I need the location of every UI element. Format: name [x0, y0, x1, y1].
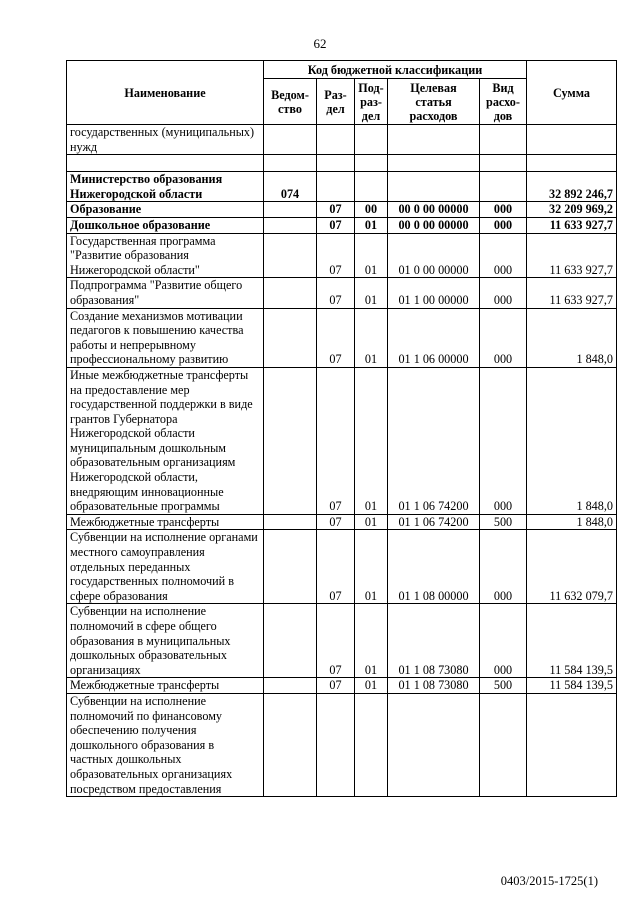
row-name: Создание механизмов мотивации педагогов к повышению качества работы и непрерывному профессиональному развитию	[67, 308, 264, 367]
row-expense-type: 500	[480, 678, 527, 694]
row-expense-type: 000	[480, 233, 527, 278]
row-name: Субвенции на исполнение полномочий в сфере общего образования в муниципальных дошкольных образовательных организациях	[67, 604, 264, 678]
row-target-article: 01 1 08 73080	[388, 604, 480, 678]
row-sum: 11 633 927,7	[527, 278, 617, 308]
row-vedomstvo	[264, 678, 317, 694]
row-vedomstvo	[264, 278, 317, 308]
row-vedomstvo	[264, 367, 317, 514]
row-expense-type: 000	[480, 604, 527, 678]
row-expense-type: 000	[480, 202, 527, 218]
row-vedomstvo	[264, 308, 317, 367]
row-podrazdel	[355, 172, 388, 202]
row-razdel: 07	[317, 217, 355, 233]
row-sum: 11 584 139,5	[527, 604, 617, 678]
row-vedomstvo: 074	[264, 172, 317, 202]
table-row	[67, 278, 617, 308]
row-podrazdel: 01	[355, 217, 388, 233]
row-name: Субвенции на исполнение органами местного самоуправления отдельных переданных государственных полномочий в сфере образования	[67, 530, 264, 604]
row-expense-type	[480, 693, 527, 796]
table-row	[67, 155, 617, 172]
row-sum: 11 633 927,7	[527, 233, 617, 278]
row-razdel: 07	[317, 514, 355, 530]
row-razdel	[317, 125, 355, 155]
row-razdel: 07	[317, 278, 355, 308]
table-row	[67, 125, 617, 155]
table-body	[67, 125, 617, 797]
row-sum: 11 633 927,7	[527, 217, 617, 233]
row-name: Межбюджетные трансферты	[67, 514, 264, 530]
row-podrazdel: 01	[355, 678, 388, 694]
row-name	[67, 155, 264, 172]
row-podrazdel	[355, 125, 388, 155]
row-expense-type	[480, 172, 527, 202]
row-expense-type: 000	[480, 217, 527, 233]
row-razdel	[317, 693, 355, 796]
row-vedomstvo	[264, 530, 317, 604]
row-target-article: 01 1 08 73080	[388, 678, 480, 694]
row-name: Государственная программа "Развитие образования Нижегородской области"	[67, 233, 264, 278]
header-name: Наименование	[67, 61, 264, 125]
row-vedomstvo	[264, 233, 317, 278]
table-row	[67, 530, 617, 604]
header-vedomstvo: Ведом-ство	[264, 79, 317, 125]
row-sum: 11 584 139,5	[527, 678, 617, 694]
header-podrazdel: Под-раз-дел	[355, 79, 388, 125]
row-podrazdel: 01	[355, 278, 388, 308]
row-sum: 1 848,0	[527, 367, 617, 514]
row-sum: 1 848,0	[527, 514, 617, 530]
row-name: Дошкольное образование	[67, 217, 264, 233]
row-razdel	[317, 172, 355, 202]
table-row	[67, 233, 617, 278]
row-vedomstvo	[264, 693, 317, 796]
row-razdel	[317, 155, 355, 172]
row-target-article	[388, 125, 480, 155]
row-razdel: 07	[317, 233, 355, 278]
row-sum	[527, 693, 617, 796]
header-target-article: Целевая статья расходов	[388, 79, 480, 125]
row-sum	[527, 125, 617, 155]
header-sum: Сумма	[527, 61, 617, 125]
row-podrazdel: 01	[355, 367, 388, 514]
row-target-article	[388, 155, 480, 172]
row-name: государственных (муниципальных) нужд	[67, 125, 264, 155]
header-classification-group: Код бюджетной классификации	[264, 61, 527, 79]
row-razdel: 07	[317, 367, 355, 514]
row-podrazdel: 01	[355, 514, 388, 530]
row-podrazdel: 01	[355, 308, 388, 367]
row-sum: 11 632 079,7	[527, 530, 617, 604]
row-vedomstvo	[264, 155, 317, 172]
row-vedomstvo	[264, 514, 317, 530]
row-expense-type	[480, 125, 527, 155]
row-expense-type	[480, 155, 527, 172]
table-row	[67, 217, 617, 233]
table-row	[67, 678, 617, 694]
header-razdel: Раз-дел	[317, 79, 355, 125]
table-row	[67, 514, 617, 530]
header-expense-type: Вид расхо-дов	[480, 79, 527, 125]
row-name: Иные межбюджетные трансферты на предоставление мер государственной поддержки в виде грантов Губернатора Нижегородской области муниципальным дошкольным образовательным организациям Нижегородской области, внедряющим инновационные образовательные программы	[67, 367, 264, 514]
table-row	[67, 367, 617, 514]
row-expense-type: 000	[480, 367, 527, 514]
table-row	[67, 172, 617, 202]
row-razdel: 07	[317, 604, 355, 678]
row-name: Министерство образования Нижегородской области	[67, 172, 264, 202]
row-vedomstvo	[264, 202, 317, 218]
row-razdel: 07	[317, 678, 355, 694]
row-podrazdel	[355, 155, 388, 172]
row-razdel: 07	[317, 530, 355, 604]
row-expense-type: 000	[480, 278, 527, 308]
row-name: Подпрограмма "Развитие общего образования"	[67, 278, 264, 308]
row-target-article: 01 1 06 74200	[388, 514, 480, 530]
row-target-article: 00 0 00 00000	[388, 217, 480, 233]
table-row	[67, 604, 617, 678]
table-row	[67, 693, 617, 796]
row-vedomstvo	[264, 217, 317, 233]
page-number: 62	[313, 36, 327, 51]
row-sum: 32 892 246,7	[527, 172, 617, 202]
row-razdel: 07	[317, 202, 355, 218]
row-target-article: 01 1 00 00000	[388, 278, 480, 308]
row-podrazdel: 01	[355, 233, 388, 278]
budget-table	[66, 60, 617, 797]
row-podrazdel: 01	[355, 530, 388, 604]
row-target-article: 01 1 06 00000	[388, 308, 480, 367]
row-target-article: 01 1 08 00000	[388, 530, 480, 604]
row-razdel: 07	[317, 308, 355, 367]
row-vedomstvo	[264, 125, 317, 155]
document-code: 0403/2015-1725(1)	[500, 874, 598, 888]
row-expense-type: 000	[480, 530, 527, 604]
row-expense-type: 500	[480, 514, 527, 530]
row-podrazdel: 00	[355, 202, 388, 218]
row-sum: 32 209 969,2	[527, 202, 617, 218]
row-target-article: 00 0 00 00000	[388, 202, 480, 218]
row-vedomstvo	[264, 604, 317, 678]
row-name: Межбюджетные трансферты	[67, 678, 264, 694]
row-name: Субвенции на исполнение полномочий по финансовому обеспечению получения дошкольного образования в частных дошкольных образовательных организациях посредством предоставления	[67, 693, 264, 796]
row-podrazdel: 01	[355, 604, 388, 678]
row-target-article	[388, 172, 480, 202]
table-row	[67, 202, 617, 218]
row-target-article	[388, 693, 480, 796]
row-target-article: 01 0 00 00000	[388, 233, 480, 278]
table-row	[67, 308, 617, 367]
row-sum	[527, 155, 617, 172]
row-expense-type: 000	[480, 308, 527, 367]
row-sum: 1 848,0	[527, 308, 617, 367]
row-name: Образование	[67, 202, 264, 218]
row-target-article: 01 1 06 74200	[388, 367, 480, 514]
row-podrazdel	[355, 693, 388, 796]
